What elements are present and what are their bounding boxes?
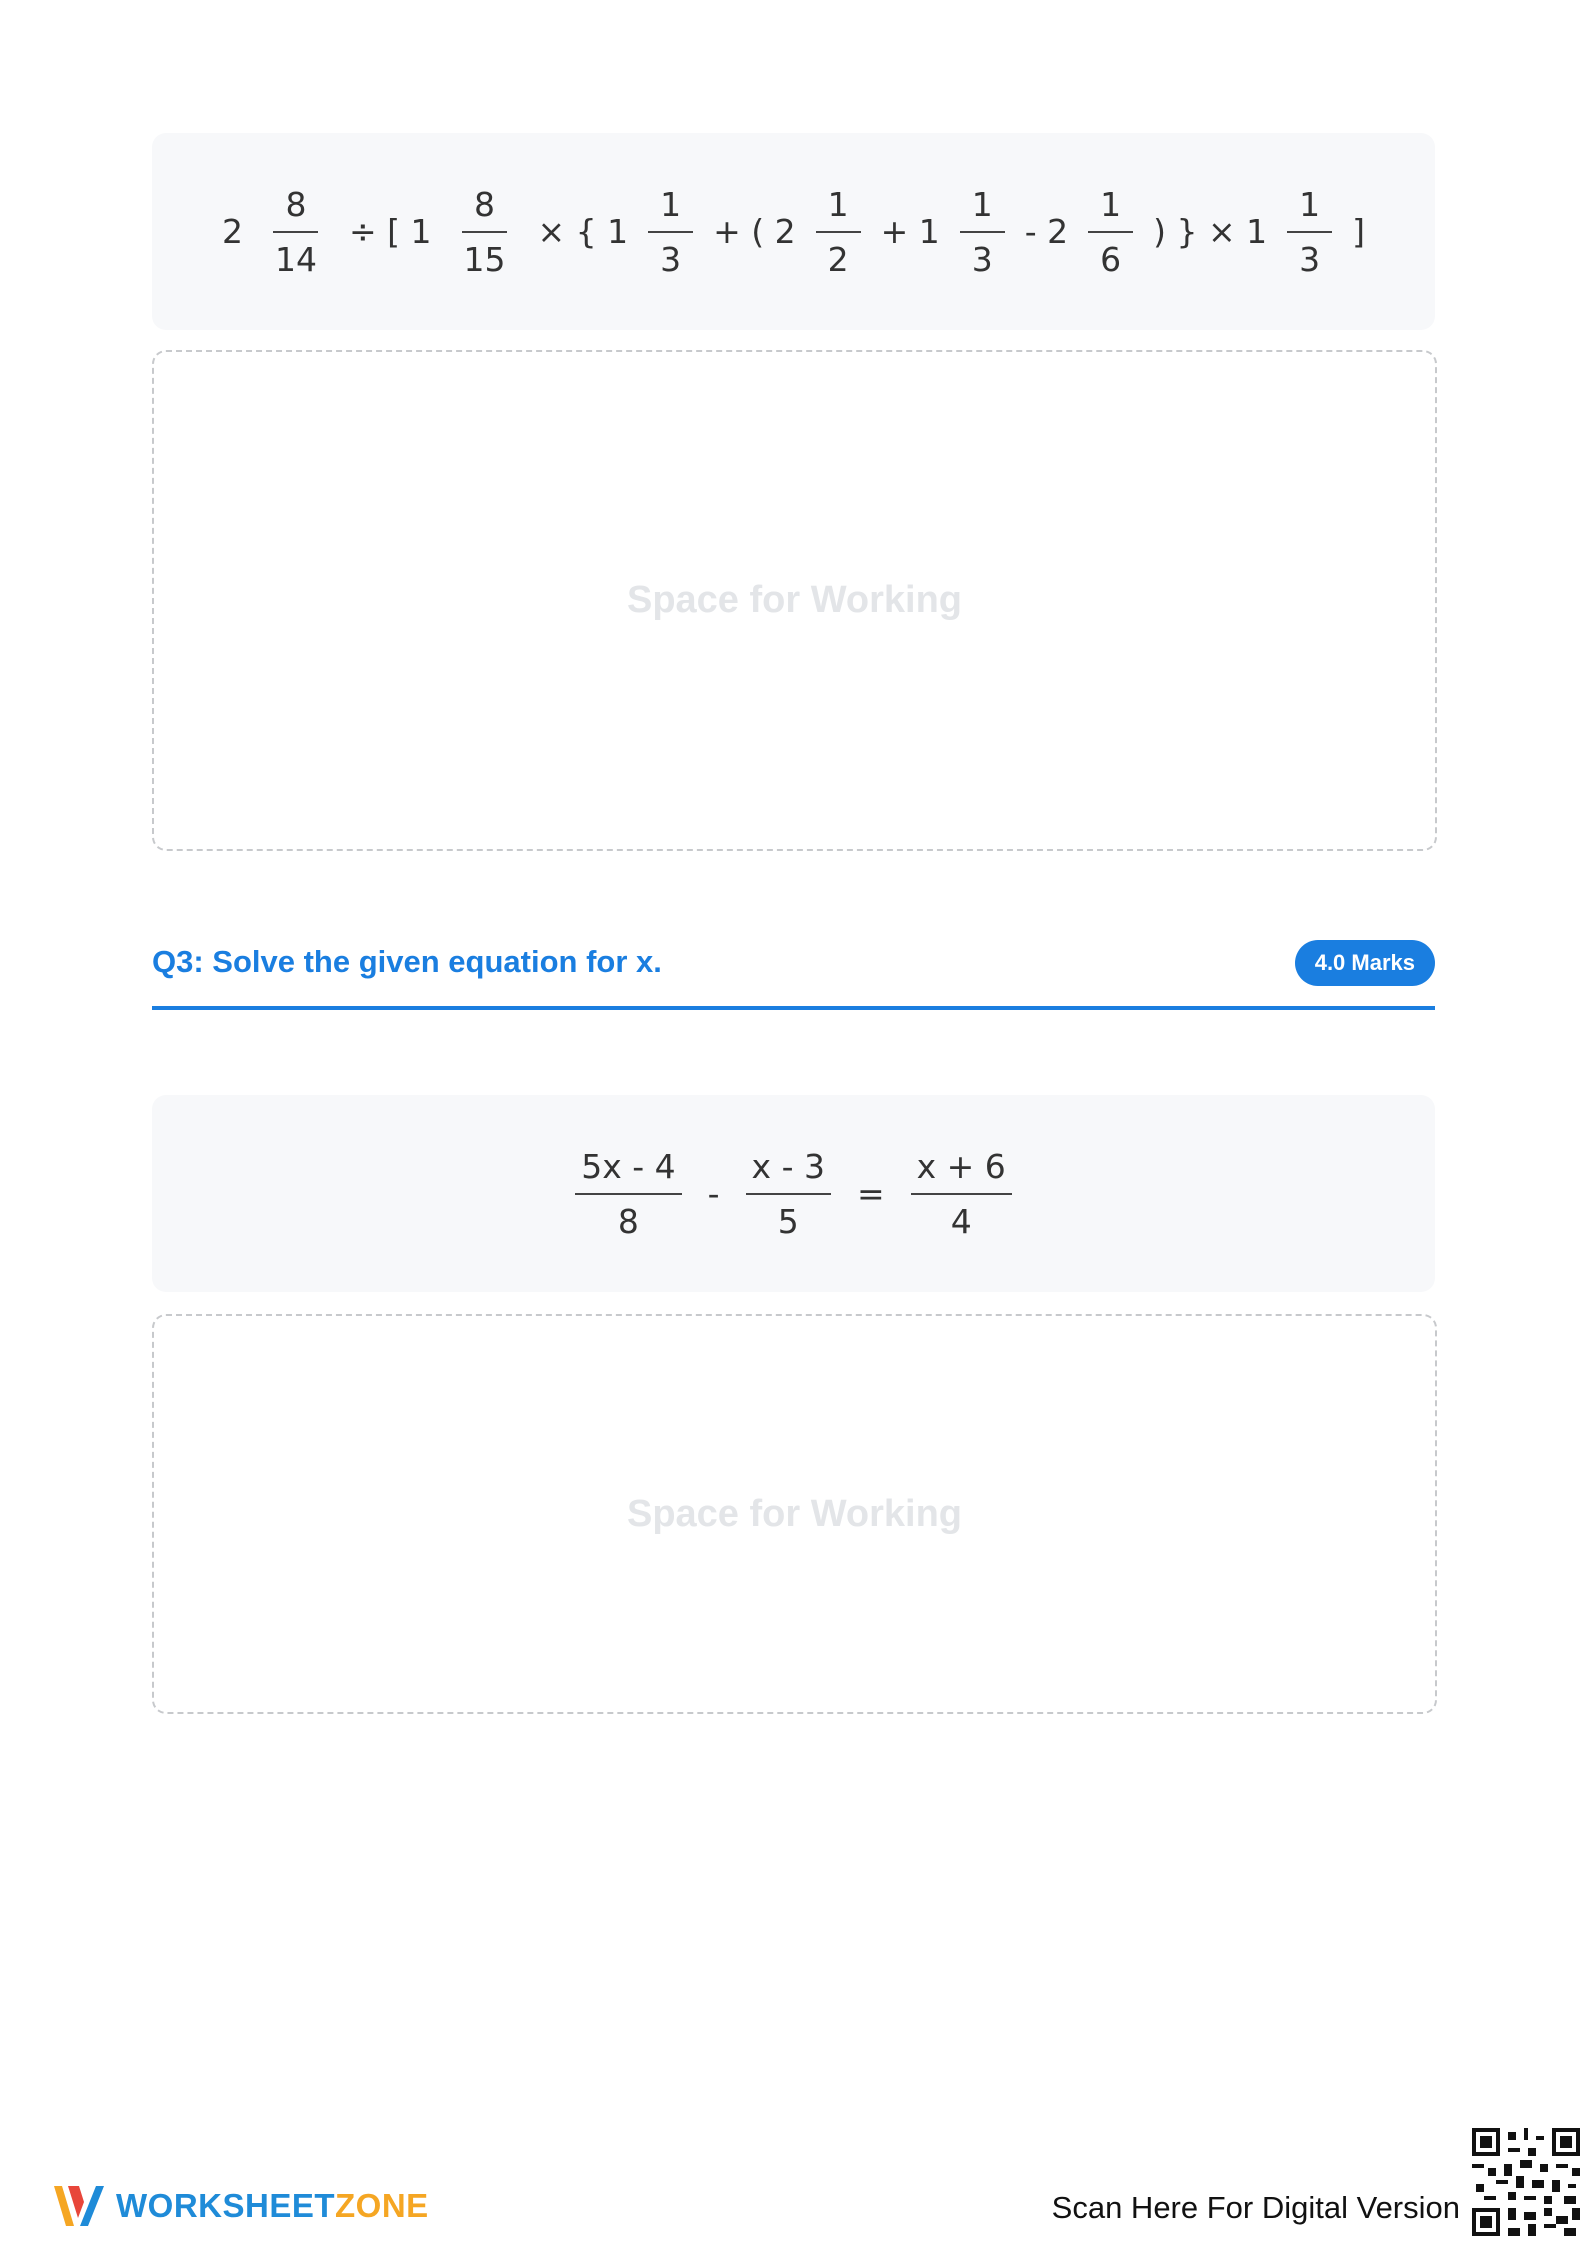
fraction-numerator: 1 [960, 188, 1005, 233]
fraction-numerator: 8 [273, 188, 318, 233]
logo-w-icon [50, 2180, 106, 2232]
marks-badge: 4.0 Marks [1295, 940, 1435, 986]
fraction [907, 1146, 1016, 1241]
working-space-q3[interactable] [152, 1314, 1437, 1714]
scan-caption: Scan Here For Digital Version [1051, 2190, 1460, 2225]
fraction [571, 1146, 685, 1241]
math-operator: - 2 [1024, 212, 1069, 251]
working-space-label: Space for Working [626, 579, 963, 621]
fraction-denominator: 6 [1100, 239, 1122, 279]
fraction-numerator: x - 3 [746, 1150, 831, 1195]
fraction-denominator: 15 [463, 239, 506, 279]
math-operator: = [856, 1174, 885, 1213]
fraction-numerator: 8 [462, 188, 507, 233]
fraction-numerator: 1 [1287, 188, 1332, 233]
fraction [1084, 184, 1137, 279]
math-operator: ) } × 1 [1153, 212, 1268, 251]
fraction-numerator: 1 [648, 188, 693, 233]
working-space-label: Space for Working [626, 1492, 963, 1535]
math-operator: 2 [221, 212, 243, 251]
math-operator: + ( 2 [713, 212, 796, 251]
fraction [812, 184, 865, 279]
fraction-denominator: 3 [660, 239, 682, 279]
fraction [644, 184, 697, 279]
fraction [742, 1146, 835, 1241]
fraction-numerator: 1 [816, 188, 861, 233]
question-title: Q3: Solve the given equation for x. [152, 944, 662, 979]
working-space-q2[interactable] [152, 350, 1437, 851]
worksheetzone-logo[interactable] [50, 2180, 429, 2232]
math-operator: ] [1352, 212, 1366, 251]
fraction-denominator: 5 [777, 1201, 799, 1241]
fraction-denominator: 8 [617, 1201, 639, 1241]
expression-box-q2 [152, 133, 1435, 330]
logo-text: WORKSHEETZONE [116, 2187, 429, 2224]
fraction-numerator: 5x - 4 [575, 1150, 681, 1195]
fraction-denominator: 4 [950, 1201, 972, 1241]
fraction [259, 184, 333, 279]
math-operator: + 1 [880, 212, 940, 251]
fraction [447, 184, 521, 279]
math-operator: ÷ [ 1 [348, 212, 432, 251]
qr-code-icon[interactable] [1472, 2128, 1580, 2236]
math-expression [221, 184, 1366, 279]
question-header [152, 940, 1435, 1010]
fraction-numerator: 1 [1088, 188, 1133, 233]
fraction-numerator: x + 6 [911, 1150, 1012, 1195]
fraction-denominator: 3 [971, 239, 993, 279]
math-operator: - [707, 1174, 720, 1213]
expression-box-q3 [152, 1095, 1435, 1292]
fraction-denominator: 2 [827, 239, 849, 279]
fraction [1283, 184, 1336, 279]
fraction-denominator: 14 [274, 239, 317, 279]
math-operator: × { 1 [537, 212, 629, 251]
math-equation [571, 1146, 1016, 1241]
fraction-denominator: 3 [1299, 239, 1321, 279]
fraction [956, 184, 1009, 279]
